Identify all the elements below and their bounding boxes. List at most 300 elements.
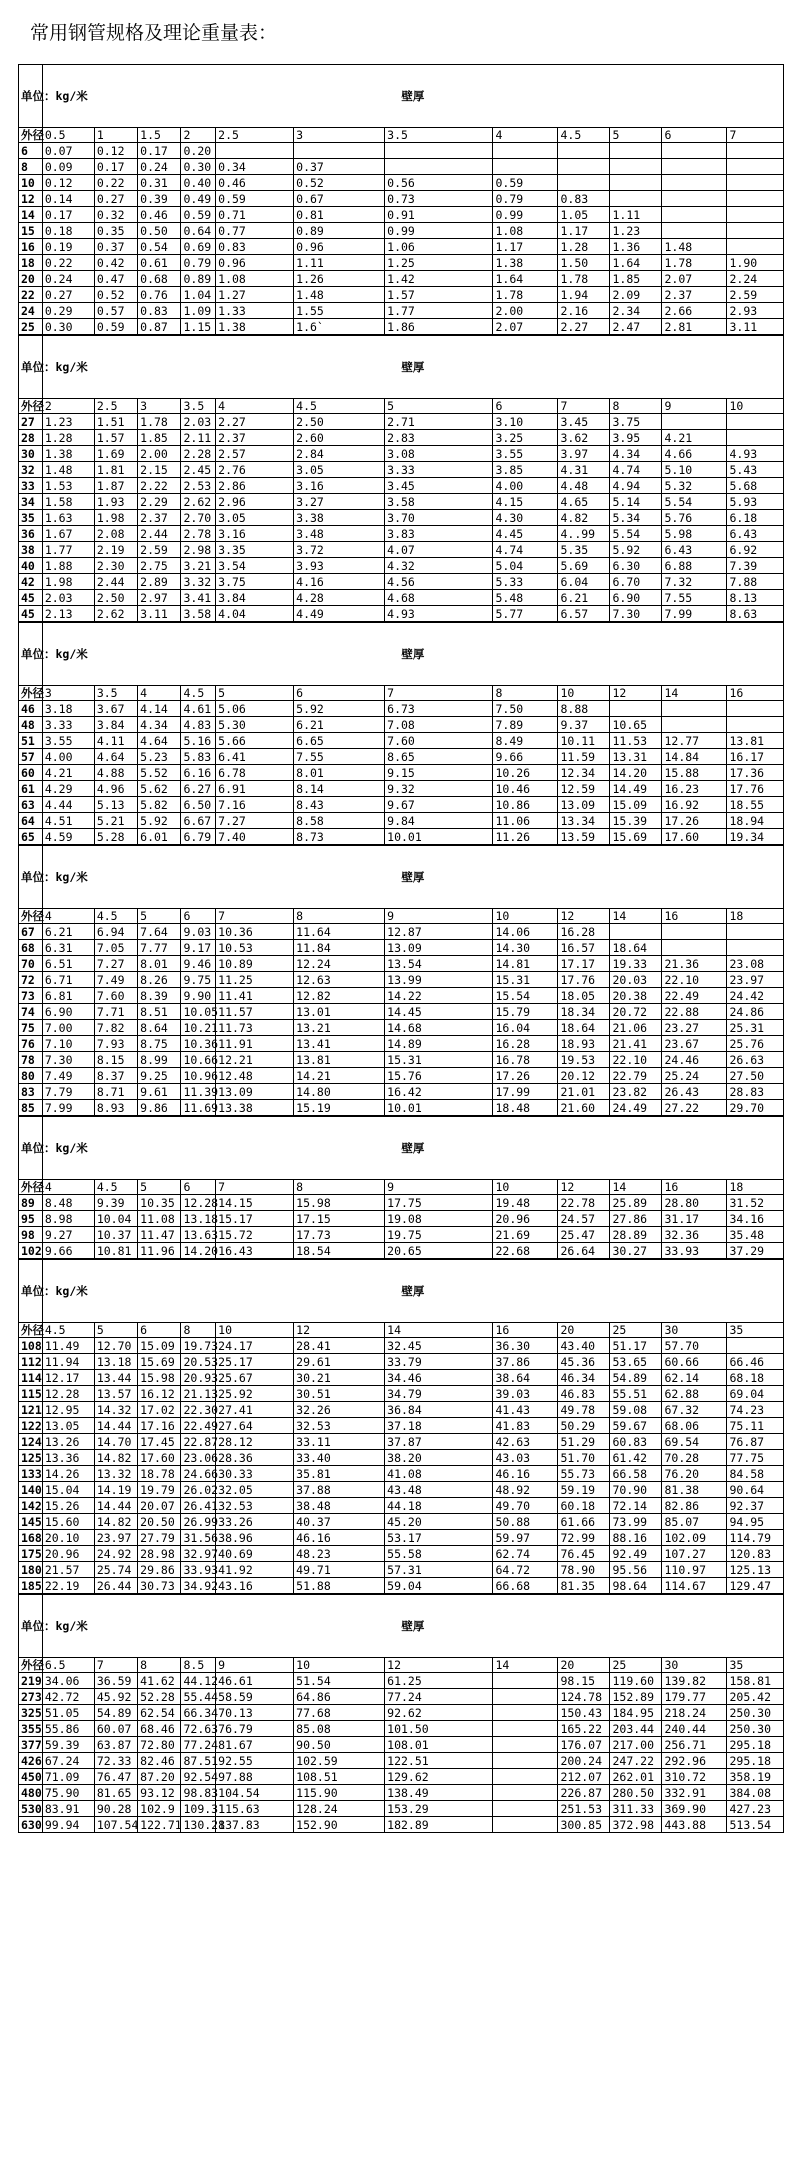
weight-cell: 122.51 bbox=[385, 1753, 493, 1769]
weight-cell bbox=[662, 159, 727, 175]
table-section bbox=[18, 64, 784, 335]
outer-diameter-label: 外径 bbox=[19, 1180, 43, 1195]
outer-diameter-cell: 426 bbox=[19, 1753, 43, 1769]
weight-cell: 39.03 bbox=[493, 1386, 558, 1402]
weight-cell: 7.93 bbox=[94, 1036, 137, 1052]
weight-cell: 0.99 bbox=[493, 207, 558, 223]
weight-cell: 76.20 bbox=[662, 1466, 727, 1482]
wall-thickness-value: 25 bbox=[610, 1323, 662, 1338]
weight-cell: 3.95 bbox=[610, 430, 662, 446]
weight-cell: 77.75 bbox=[727, 1450, 784, 1466]
weight-cell: 6.43 bbox=[727, 526, 784, 542]
weight-cell: 1.77 bbox=[42, 542, 94, 558]
weight-cell: 0.50 bbox=[138, 223, 181, 239]
outer-diameter-cell: 28 bbox=[19, 430, 43, 446]
column-header-row bbox=[19, 128, 784, 143]
weight-cell: 14.30 bbox=[493, 940, 558, 956]
weight-cell bbox=[662, 175, 727, 191]
weight-cell: 61.66 bbox=[558, 1514, 610, 1530]
weight-cell: 12.77 bbox=[662, 733, 727, 749]
weight-cell: 115.63 bbox=[216, 1801, 294, 1817]
wall-thickness-value: 35 bbox=[727, 1323, 784, 1338]
weight-cell: 9.32 bbox=[385, 781, 493, 797]
unit-label: 单位：kg/米 bbox=[19, 846, 43, 909]
weight-cell: 21.06 bbox=[610, 1020, 662, 1036]
weight-cell: 1.85 bbox=[138, 430, 181, 446]
weight-cell: 114.67 bbox=[662, 1578, 727, 1594]
weight-cell: 9.25 bbox=[138, 1068, 181, 1084]
table-row bbox=[19, 972, 784, 988]
outer-diameter-cell: 18 bbox=[19, 255, 43, 271]
weight-cell: 59.08 bbox=[610, 1402, 662, 1418]
weight-cell: 59.39 bbox=[42, 1737, 94, 1753]
table-row bbox=[19, 191, 784, 207]
weight-cell bbox=[662, 191, 727, 207]
weight-cell: 1.78 bbox=[558, 271, 610, 287]
weight-cell: 34.92 bbox=[181, 1578, 216, 1594]
weight-cell: 250.30 bbox=[727, 1721, 784, 1737]
weight-cell: 1.88 bbox=[42, 558, 94, 574]
weight-cell: 51.29 bbox=[558, 1434, 610, 1450]
weight-cell: 20.38 bbox=[610, 988, 662, 1004]
weight-cell: 372.98 bbox=[610, 1817, 662, 1833]
weight-cell: 18.93 bbox=[558, 1036, 610, 1052]
weight-cell: 7.99 bbox=[662, 606, 727, 622]
weight-cell: 2.07 bbox=[493, 319, 558, 335]
outer-diameter-cell: 75 bbox=[19, 1020, 43, 1036]
weight-cell: 4.00 bbox=[42, 749, 94, 765]
weight-cell: 13.34 bbox=[558, 813, 610, 829]
table-row bbox=[19, 462, 784, 478]
weight-cell: 4.93 bbox=[385, 606, 493, 622]
weight-cell: 3.41 bbox=[181, 590, 216, 606]
weight-cell: 37.29 bbox=[727, 1243, 784, 1259]
column-header-row bbox=[19, 1180, 784, 1195]
wall-thickness-label: 壁厚 bbox=[42, 1260, 783, 1323]
weight-cell: 13.21 bbox=[294, 1020, 385, 1036]
weight-cell bbox=[727, 223, 784, 239]
weight-cell: 2.53 bbox=[181, 478, 216, 494]
outer-diameter-cell: 114 bbox=[19, 1370, 43, 1386]
weight-cell: 12.34 bbox=[558, 765, 610, 781]
weight-cell: 30.21 bbox=[294, 1370, 385, 1386]
weight-cell: 55.86 bbox=[42, 1721, 94, 1737]
weight-cell: 66.34 bbox=[181, 1705, 216, 1721]
weight-cell: 1.48 bbox=[294, 287, 385, 303]
table-row bbox=[19, 1450, 784, 1466]
weight-cell: 311.33 bbox=[610, 1801, 662, 1817]
weight-cell bbox=[662, 717, 727, 733]
weight-cell: 1.06 bbox=[385, 239, 493, 255]
wall-thickness-value: 3 bbox=[294, 128, 385, 143]
weight-cell: 25.47 bbox=[558, 1227, 610, 1243]
weight-cell: 3.35 bbox=[216, 542, 294, 558]
outer-diameter-cell: 185 bbox=[19, 1578, 43, 1594]
weight-cell: 2.37 bbox=[662, 287, 727, 303]
weight-cell: 5.28 bbox=[94, 829, 137, 845]
weight-cell: 11.57 bbox=[216, 1004, 294, 1020]
weight-cell: 22.19 bbox=[42, 1578, 94, 1594]
weight-cell: 15.72 bbox=[216, 1227, 294, 1243]
table-row bbox=[19, 1737, 784, 1753]
weight-cell: 114.79 bbox=[727, 1530, 784, 1546]
weight-cell: 5.35 bbox=[558, 542, 610, 558]
weight-cell: 8.88 bbox=[558, 701, 610, 717]
weight-cell: 0.34 bbox=[216, 159, 294, 175]
weight-cell: 66.58 bbox=[610, 1466, 662, 1482]
wall-thickness-value: 7 bbox=[216, 909, 294, 924]
weight-cell: 14.84 bbox=[662, 749, 727, 765]
weight-cell: 2.13 bbox=[42, 606, 94, 622]
weight-cell: 43.40 bbox=[558, 1338, 610, 1354]
weight-cell: 0.59 bbox=[493, 175, 558, 191]
weight-cell: 8.48 bbox=[42, 1195, 94, 1211]
outer-diameter-cell: 34 bbox=[19, 494, 43, 510]
weight-cell: 9.27 bbox=[42, 1227, 94, 1243]
weight-cell: 2.97 bbox=[138, 590, 181, 606]
weight-cell: 92.49 bbox=[610, 1546, 662, 1562]
outer-diameter-label: 外径 bbox=[19, 399, 43, 414]
outer-diameter-cell: 98 bbox=[19, 1227, 43, 1243]
weight-cell: 0.52 bbox=[294, 175, 385, 191]
wall-thickness-value: 6 bbox=[493, 399, 558, 414]
weight-cell: 115.90 bbox=[294, 1785, 385, 1801]
weight-cell: 3.58 bbox=[181, 606, 216, 622]
weight-cell: 5.34 bbox=[610, 510, 662, 526]
weight-cell: 6.94 bbox=[94, 924, 137, 940]
weight-cell: 6.31 bbox=[42, 940, 94, 956]
weight-cell: 33.11 bbox=[294, 1434, 385, 1450]
weight-cell: 1.28 bbox=[558, 239, 610, 255]
weight-cell: 16.78 bbox=[493, 1052, 558, 1068]
weight-cell: 2.59 bbox=[727, 287, 784, 303]
wall-thickness-value: 1 bbox=[94, 128, 137, 143]
table-row bbox=[19, 1243, 784, 1259]
outer-diameter-cell: 89 bbox=[19, 1195, 43, 1211]
weight-cell: 5.13 bbox=[94, 797, 137, 813]
weight-cell: 0.46 bbox=[138, 207, 181, 223]
weight-cell: 7.77 bbox=[138, 940, 181, 956]
weight-cell: 9.03 bbox=[181, 924, 216, 940]
weight-cell: 25.76 bbox=[727, 1036, 784, 1052]
weight-cell: 62.88 bbox=[662, 1386, 727, 1402]
weight-cell: 23.82 bbox=[610, 1084, 662, 1100]
weight-cell: 12.48 bbox=[216, 1068, 294, 1084]
weight-cell: 6.21 bbox=[42, 924, 94, 940]
weight-cell: 4.93 bbox=[727, 446, 784, 462]
weight-cell: 3.18 bbox=[42, 701, 94, 717]
weight-cell: 10.36 bbox=[181, 1036, 216, 1052]
weight-cell: 10.53 bbox=[216, 940, 294, 956]
weight-cell: 20.72 bbox=[610, 1004, 662, 1020]
weight-cell: 4.45 bbox=[493, 526, 558, 542]
weight-cell bbox=[727, 175, 784, 191]
weight-cell: 13.81 bbox=[727, 733, 784, 749]
weight-cell: 0.29 bbox=[42, 303, 94, 319]
weight-cell: 137.83 bbox=[216, 1817, 294, 1833]
weight-cell: 5.54 bbox=[610, 526, 662, 542]
weight-cell bbox=[493, 143, 558, 159]
weight-cell: 16.92 bbox=[662, 797, 727, 813]
weight-cell bbox=[385, 143, 493, 159]
weight-cell: 27.22 bbox=[662, 1100, 727, 1116]
weight-cell: 2.44 bbox=[138, 526, 181, 542]
weight-cell: 17.26 bbox=[662, 813, 727, 829]
wall-thickness-value: 3 bbox=[42, 686, 94, 701]
weight-cell: 120.83 bbox=[727, 1546, 784, 1562]
weight-cell: 45.36 bbox=[558, 1354, 610, 1370]
outer-diameter-cell: 530 bbox=[19, 1801, 43, 1817]
table-section bbox=[18, 1259, 784, 1594]
weight-cell: 12.28 bbox=[181, 1195, 216, 1211]
weight-cell: 41.43 bbox=[493, 1402, 558, 1418]
weight-cell: 17.75 bbox=[385, 1195, 493, 1211]
weight-cell: 5.04 bbox=[493, 558, 558, 574]
weight-cell: 9.67 bbox=[385, 797, 493, 813]
weight-cell: 1.38 bbox=[493, 255, 558, 271]
weight-cell: 5.33 bbox=[493, 574, 558, 590]
wall-thickness-value: 4.5 bbox=[558, 128, 610, 143]
weight-cell: 13.18 bbox=[181, 1211, 216, 1227]
outer-diameter-cell: 142 bbox=[19, 1498, 43, 1514]
weight-cell: 7.27 bbox=[94, 956, 137, 972]
weight-cell: 36.59 bbox=[94, 1673, 137, 1689]
weight-cell: 10.66 bbox=[181, 1052, 216, 1068]
wall-thickness-value: 4.5 bbox=[181, 686, 216, 701]
weight-cell: 73.99 bbox=[610, 1514, 662, 1530]
weight-cell: 0.37 bbox=[94, 239, 137, 255]
weight-cell: 2.03 bbox=[181, 414, 216, 430]
outer-diameter-cell: 24 bbox=[19, 303, 43, 319]
weight-cell: 24.57 bbox=[558, 1211, 610, 1227]
weight-cell: 9.39 bbox=[94, 1195, 137, 1211]
weight-cell: 60.07 bbox=[94, 1721, 137, 1737]
weight-cell: 5.83 bbox=[181, 749, 216, 765]
weight-cell: 5.62 bbox=[138, 781, 181, 797]
weight-cell: 7.88 bbox=[727, 574, 784, 590]
weight-cell: 2.11 bbox=[181, 430, 216, 446]
weight-cell bbox=[610, 701, 662, 717]
wall-thickness-value: 30 bbox=[662, 1323, 727, 1338]
outer-diameter-cell: 45 bbox=[19, 606, 43, 622]
weight-cell: 19.33 bbox=[610, 956, 662, 972]
weight-cell: 61.42 bbox=[610, 1450, 662, 1466]
wall-thickness-value: 12 bbox=[610, 686, 662, 701]
weight-cell: 49.70 bbox=[493, 1498, 558, 1514]
weight-cell: 138.49 bbox=[385, 1785, 493, 1801]
table-row bbox=[19, 1514, 784, 1530]
outer-diameter-cell: 122 bbox=[19, 1418, 43, 1434]
weight-cell: 8.98 bbox=[42, 1211, 94, 1227]
weight-cell: 25.92 bbox=[216, 1386, 294, 1402]
weight-cell: 27.64 bbox=[216, 1418, 294, 1434]
weight-cell: 5.98 bbox=[662, 526, 727, 542]
weight-cell: 12.70 bbox=[94, 1338, 137, 1354]
weight-cell: 72.99 bbox=[558, 1530, 610, 1546]
weight-cell: 21.60 bbox=[558, 1100, 610, 1116]
wall-thickness-value: 6 bbox=[294, 686, 385, 701]
table-row bbox=[19, 175, 784, 191]
table-row bbox=[19, 1673, 784, 1689]
weight-cell: 19.79 bbox=[138, 1482, 181, 1498]
weight-cell: 5.92 bbox=[138, 813, 181, 829]
weight-cell: 1.90 bbox=[727, 255, 784, 271]
weight-cell: 1.78 bbox=[138, 414, 181, 430]
table-row bbox=[19, 223, 784, 239]
wall-thickness-value: 14 bbox=[385, 1323, 493, 1338]
weight-cell: 8.63 bbox=[727, 606, 784, 622]
weight-cell: 0.22 bbox=[94, 175, 137, 191]
weight-cell: 0.96 bbox=[216, 255, 294, 271]
weight-cell: 3.11 bbox=[727, 319, 784, 335]
table-row bbox=[19, 1434, 784, 1450]
weight-cell: 33.40 bbox=[294, 1450, 385, 1466]
weight-cell: 6.41 bbox=[216, 749, 294, 765]
weight-cell: 15.69 bbox=[138, 1354, 181, 1370]
weight-cell: 14.82 bbox=[94, 1514, 137, 1530]
wall-thickness-value: 10 bbox=[493, 1180, 558, 1195]
weight-cell: 0.47 bbox=[94, 271, 137, 287]
weight-cell bbox=[727, 717, 784, 733]
weight-cell: 11.26 bbox=[493, 829, 558, 845]
weight-cell: 32.05 bbox=[216, 1482, 294, 1498]
table-section bbox=[18, 622, 784, 845]
weight-cell: 16.04 bbox=[493, 1020, 558, 1036]
weight-cell: 129.62 bbox=[385, 1769, 493, 1785]
weight-cell: 19.73 bbox=[181, 1338, 216, 1354]
table-row bbox=[19, 1036, 784, 1052]
weight-cell: 9.84 bbox=[385, 813, 493, 829]
weight-cell: 513.54 bbox=[727, 1817, 784, 1833]
weight-cell: 11.64 bbox=[294, 924, 385, 940]
weight-cell: 14.06 bbox=[493, 924, 558, 940]
wall-thickness-value: 6 bbox=[181, 909, 216, 924]
weight-cell: 11.94 bbox=[42, 1354, 94, 1370]
weight-cell: 1.98 bbox=[94, 510, 137, 526]
weight-cell: 14.81 bbox=[493, 956, 558, 972]
weight-cell: 1.87 bbox=[94, 478, 137, 494]
weight-cell: 212.07 bbox=[558, 1769, 610, 1785]
weight-cell: 7.64 bbox=[138, 924, 181, 940]
table-row bbox=[19, 303, 784, 319]
table-row bbox=[19, 988, 784, 1004]
table-row bbox=[19, 590, 784, 606]
weight-cell: 69.54 bbox=[662, 1434, 727, 1450]
weight-cell: 72.80 bbox=[138, 1737, 181, 1753]
unit-header-row bbox=[19, 65, 784, 128]
weight-cell: 10.01 bbox=[385, 829, 493, 845]
wall-thickness-value: 10 bbox=[294, 1658, 385, 1673]
weight-cell: 53.65 bbox=[610, 1354, 662, 1370]
weight-cell: 25.74 bbox=[94, 1562, 137, 1578]
weight-cell: 0.52 bbox=[94, 287, 137, 303]
weight-cell: 3.45 bbox=[558, 414, 610, 430]
weight-cell: 2.45 bbox=[181, 462, 216, 478]
wall-thickness-value: 10 bbox=[493, 909, 558, 924]
table-section bbox=[18, 335, 784, 622]
weight-cell: 14.82 bbox=[94, 1450, 137, 1466]
weight-cell bbox=[558, 159, 610, 175]
weight-cell: 5.30 bbox=[216, 717, 294, 733]
weight-cell: 1.17 bbox=[493, 239, 558, 255]
weight-cell: 77.68 bbox=[294, 1705, 385, 1721]
weight-cell: 0.39 bbox=[138, 191, 181, 207]
weight-cell: 3.16 bbox=[294, 478, 385, 494]
weight-cell: 1.93 bbox=[94, 494, 137, 510]
table-row bbox=[19, 1052, 784, 1068]
weight-cell: 5.52 bbox=[138, 765, 181, 781]
weight-cell: 66.46 bbox=[727, 1354, 784, 1370]
weight-cell: 13.36 bbox=[42, 1450, 94, 1466]
wall-thickness-value: 14 bbox=[610, 1180, 662, 1195]
weight-cell: 22.78 bbox=[558, 1195, 610, 1211]
table-row bbox=[19, 1004, 784, 1020]
weight-cell: 3.33 bbox=[42, 717, 94, 733]
table-row bbox=[19, 271, 784, 287]
weight-cell: 33.93 bbox=[662, 1243, 727, 1259]
weight-cell: 2.22 bbox=[138, 478, 181, 494]
weight-cell: 92.62 bbox=[385, 1705, 493, 1721]
weight-cell: 2.57 bbox=[216, 446, 294, 462]
outer-diameter-cell: 95 bbox=[19, 1211, 43, 1227]
weight-cell: 0.54 bbox=[138, 239, 181, 255]
weight-cell: 7.99 bbox=[42, 1100, 94, 1116]
weight-cell bbox=[727, 207, 784, 223]
weight-cell: 9.61 bbox=[138, 1084, 181, 1100]
weight-cell: 26.99 bbox=[181, 1514, 216, 1530]
weight-cell: 2.81 bbox=[662, 319, 727, 335]
weight-cell: 14.44 bbox=[94, 1498, 137, 1514]
weight-cell: 7.30 bbox=[42, 1052, 94, 1068]
weight-cell: 5.76 bbox=[662, 510, 727, 526]
weight-cell: 14.68 bbox=[385, 1020, 493, 1036]
weight-cell: 14.20 bbox=[610, 765, 662, 781]
weight-cell: 14.19 bbox=[94, 1482, 137, 1498]
weight-cell: 50.88 bbox=[493, 1514, 558, 1530]
weight-cell: 217.00 bbox=[610, 1737, 662, 1753]
weight-cell: 94.95 bbox=[727, 1514, 784, 1530]
weight-cell: 1.17 bbox=[558, 223, 610, 239]
weight-cell: 29.86 bbox=[138, 1562, 181, 1578]
weight-cell bbox=[493, 1689, 558, 1705]
table-row bbox=[19, 733, 784, 749]
wall-thickness-value: 10 bbox=[727, 399, 784, 414]
weight-cell: 24.42 bbox=[727, 988, 784, 1004]
weight-cell: 25.17 bbox=[216, 1354, 294, 1370]
weight-cell: 19.75 bbox=[385, 1227, 493, 1243]
weight-cell: 1.23 bbox=[42, 414, 94, 430]
weight-cell: 59.97 bbox=[493, 1530, 558, 1546]
weight-cell: 11.53 bbox=[610, 733, 662, 749]
weight-cell: 2.47 bbox=[610, 319, 662, 335]
weight-cell: 4.48 bbox=[558, 478, 610, 494]
table-row bbox=[19, 319, 784, 335]
weight-cell: 0.24 bbox=[42, 271, 94, 287]
table-row bbox=[19, 1227, 784, 1243]
weight-cell: 13.01 bbox=[294, 1004, 385, 1020]
weight-cell: 40.69 bbox=[216, 1546, 294, 1562]
weight-cell: 1.15 bbox=[181, 319, 216, 335]
wall-thickness-value: 2 bbox=[181, 128, 216, 143]
weight-cell: 9.66 bbox=[42, 1243, 94, 1259]
weight-cell: 23.97 bbox=[94, 1530, 137, 1546]
weight-cell: 10.36 bbox=[216, 924, 294, 940]
weight-cell: 1.77 bbox=[385, 303, 493, 319]
weight-cell: 1.55 bbox=[294, 303, 385, 319]
weight-cell: 81.65 bbox=[94, 1785, 137, 1801]
wall-thickness-value: 7 bbox=[216, 1180, 294, 1195]
wall-thickness-value: 10 bbox=[216, 1323, 294, 1338]
